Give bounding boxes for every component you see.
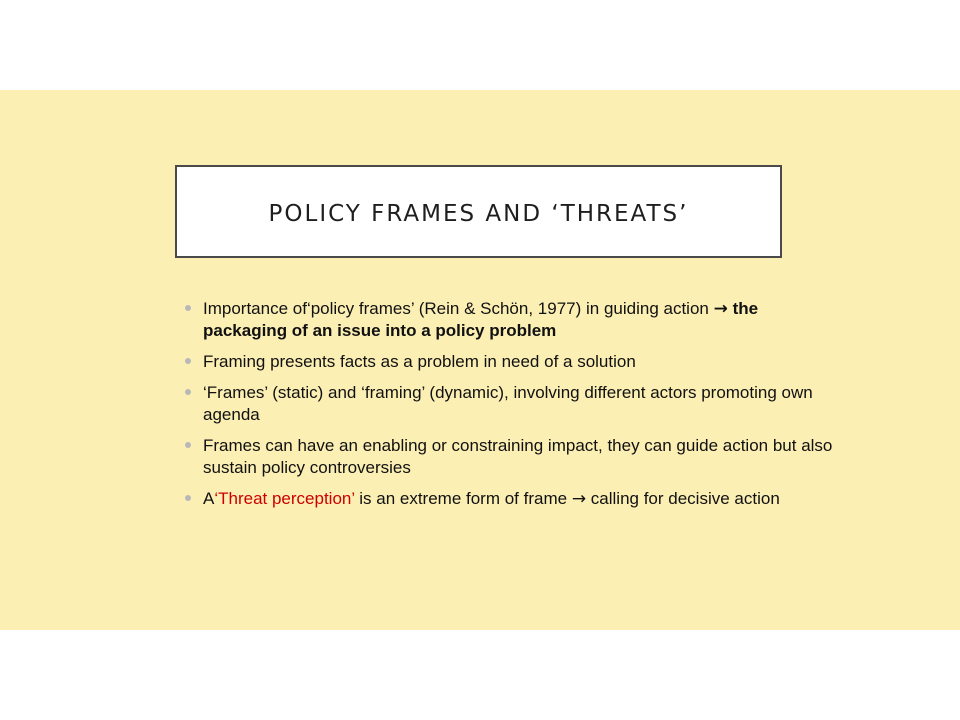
bullet-dot-icon bbox=[185, 495, 191, 501]
bullet-text: ‘Frames’ (static) and ‘framing’ (dynamic), involving different actors promoting own agenda bbox=[203, 383, 813, 424]
bullet-item bbox=[185, 351, 835, 373]
bullet-item bbox=[185, 298, 835, 342]
bullet-text: Importance of‘policy frames’ (Rein & Schön, 1977) in guiding action bbox=[203, 299, 714, 318]
slide-title: POLICY FRAMES AND ‘THREATS’ bbox=[268, 200, 689, 227]
bullet-item bbox=[185, 488, 835, 510]
slide bbox=[0, 90, 960, 630]
bullet-text: A bbox=[203, 489, 215, 508]
bullet-text: Framing presents facts as a problem in need of a solution bbox=[203, 352, 636, 371]
threat-perception-highlight: ‘Threat perception’ bbox=[214, 489, 355, 508]
arrow-icon: → bbox=[713, 299, 728, 319]
bullet-list bbox=[185, 298, 835, 519]
bullet-dot-icon bbox=[185, 305, 191, 311]
bullet-text: Frames can have an enabling or constraining impact, they can guide action but also sustain policy controversies bbox=[203, 436, 833, 477]
bullet-dot-icon bbox=[185, 442, 191, 448]
bullet-item bbox=[185, 382, 835, 426]
bullet-dot-icon bbox=[185, 358, 191, 364]
bullet-item bbox=[185, 435, 835, 479]
bullet-text: calling for decisive action bbox=[586, 489, 780, 508]
bullet-bold-text: the packaging of an issue into a policy problem bbox=[203, 299, 759, 340]
arrow-icon: → bbox=[571, 489, 587, 509]
title-box bbox=[175, 165, 782, 258]
bullet-dot-icon bbox=[185, 389, 191, 395]
bullet-text: is an extreme form of frame bbox=[354, 489, 572, 508]
